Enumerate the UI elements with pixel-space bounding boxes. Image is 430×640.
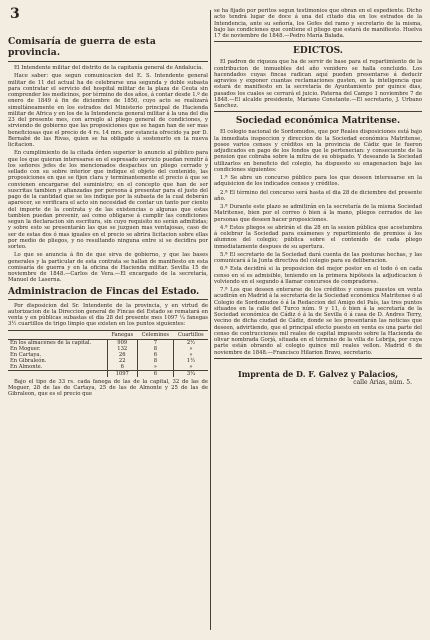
table-cell: En Cartaya.: [10, 351, 42, 358]
section-rule: [214, 358, 422, 359]
section-rule: [214, 41, 422, 42]
sociedad-p3: 3.ª Durante este plazo se admitirán en la secretaría de la misma Sociedad Matritense, bien por el correo ó bien á la mano, pliegos cerrados de las personas que deseen hacer proposiciones.: [214, 204, 422, 223]
table-cell: En los almacenes de la capital.: [10, 339, 92, 346]
grain-table: [8, 330, 208, 377]
table-cell: »: [174, 364, 208, 371]
table-cell: 6: [107, 364, 137, 371]
sociedad-p5: 5.ª El secretario de la Sociedad dará cuenta de las posturas hechas, y las comunicará á la Junta directiva del colegio para su deliberacion.: [214, 251, 422, 264]
title-rule: [8, 299, 208, 300]
sociedad-p7: 7.ª Los que deseen enterarse de los créditos y censos puestos en venta acudirán en Madrid á la secretaría de la Sociedad económica Matritense ó al Colegio de Sordomudos ó á la Redaccion del Amigo del País, las tres puntos situados en la calle del Turco núm. 9 y 11, ó bien á la secretaría de la Sociedad económica de Cádiz ó á la de Sevilla ó á casa de D. Andres Terry, vecino de dicha ciudad de Cádiz, donde se les presentarán las noticias que deseen, advirtiendo, que el principal efecto puesto en venta es una parte del censo de contrucciones mil reales de capital impuesto sobre la Hacienda de olivar nombrada Gorjá, situada en el término de la villa de Lebrija, por cuya parte están obrando al colegio quince mil reales vellon. Madrid 6 de noviembre de 1848.—Francisco Hilarion Bravo, secretario.: [214, 287, 422, 356]
table-cell: [8, 370, 107, 377]
table-cell: 22: [107, 358, 137, 364]
sociedad-p1: 1.ª Se abre un concurso público para los que deseen interesarse en la adquisicion de los indicados censos y créditos.: [214, 175, 422, 188]
fincas-continuation: se ha fijado por peritos segun testimonios que obran en el espediente. Dicho acto tendrá lugar de doce á una del citado dia en los estrados de la Intendencia, ante su señoría, los Gefes del ramo y secretario de la misma, bajo las condiciones que contiene el pliego que estará de manifiesto. Huelva 17 de noviembre de 1848.—Pedro María Balada.: [214, 8, 422, 39]
fincas-title: Administracion de Fincas del Estado.: [8, 285, 200, 297]
table-cell: 2½: [174, 339, 208, 346]
left-column: [8, 8, 208, 640]
table-cell: En Gibraleón.: [10, 357, 47, 364]
table-cell: En Moguer.: [10, 345, 41, 352]
edictos-title: EDICTOS.: [293, 46, 343, 57]
edictos-text: El padron de riqueza que ha de servir de base para el repartimiento de la contribucion de inmuebles del año venidero se halla concluido. Los hacendados cuyas fincas radican aquí pueden presentarse á deducir agravios y exponer cuantas reclamaciones gusten, en la inteligencia que estará de manifiesto en la secretaría de Ayuntamiento por quince dias, pasados los cuales se cerrará el juicio. Paterna del Campo 1 noviembre 7 de 1848.—El alcalde presidente, Mariano Constante.—El secretario, J. Urbano Sanchez.: [214, 59, 422, 109]
fincas-outro: Bajo el tipo de 33 rs. cada fanega de las de la capital, 32 de las de Moguer, 28 de las de Cartaya, 25 de las de Almonte y 25 de las de Gibraleon, que es el precio que: [8, 378, 208, 397]
column-divider: [210, 10, 211, 630]
table-cell: 6: [137, 352, 173, 358]
table-header: Fanegas: [107, 330, 137, 339]
table-cell: 26: [107, 352, 137, 358]
comisaria-p1: El Intendente militar del distrito de la capitanía general de Andalucía.: [14, 65, 203, 71]
table-header: Celemines: [137, 330, 173, 339]
sociedad-p2: 2.ª El término del concurso será hasta el dia 28 de diciembre del presente año.: [214, 189, 422, 202]
table-cell: 8: [137, 358, 173, 364]
section-rule: [214, 111, 422, 112]
comisaria-title: Comisaría de guerra de esta provincia.: [8, 36, 156, 58]
table-cell: 7: [137, 339, 173, 346]
table-cell: 3¼: [174, 370, 208, 377]
fincas-intro: Por disposicion del Sr. Intendente de la provincia, y en virtud de autorizacion de la Direccion general de Fincas del Estado se rematará en venta y en públicas subastas el dia 28 del presente mes 1097 ¼ fanegas 3½ cuartillos de trigo limpio que existen en los puntos siguientes:: [8, 302, 208, 328]
title-rule: [8, 61, 208, 62]
comisaria-p4: Lo que se anuncia á fin de que sirva de gobierno, y que las bases generales y la particular de esta contrata se hallan de manifiesto en esta comisaría de guerra y en la oficina de Hacienda militar. Sevilla 15 de noviembre de 1848.—Carlos de Vera.—El encargado de la secretaría, Manuel de Laserna.: [8, 252, 208, 284]
table-header: [8, 330, 107, 339]
comisaria-p2: Hace saber: que segun comunicacion del E. S. Intendente general militar de 11 del actual ha de celebrarse una segunda y doble subasta para contratar el servicio del hospital militar de la plaza de Ceuta sin comprender los medicinos, por término de dos años, á contar desde 1.º de enero de 1849 á fin de diciembre de 1850, cuyo acto se realizará simultáneamente en los estrados del Ministerio principal de Hacienda militar de Africa y en los de la Intendencia general militar á la una del dia 23 del presente mes, con arreglo al pliego general de condiciones, y sirviendo de gobierno que las proposiciones que se hagan han de ser mas beneficiosas que el precio de 4 rs. 14 mrs. por estancia ofrecido ya por D. Bernabé de las Rivas, quien se ha obligado á sostenerlo en la nueva licitacion.: [8, 73, 208, 148]
table-cell: 1097: [107, 370, 137, 377]
table-cell: 132: [107, 346, 137, 352]
imprenta-address: calle Arias, núm. 5.: [353, 378, 412, 386]
sociedad-p0: El colegio nacional de Sordomudos, que por Reales disposiciones está bajo la inmediata inspeccion y direccion de la Sociedad económica Matritense, posee varios censos y créditos en la provincia de Cádiz que le fueron adjudicados en pago de los fondos que le pertenecian: y consecuente de la pension que cobraba sobre la mitra de su obispado. Y deseando la Sociedad utilizarlos en beneficio del colegio, ha dispuesto su enagenacion bajo las condiciones siguientes:: [214, 129, 422, 173]
table-cell: »: [137, 364, 173, 371]
right-column: [214, 8, 422, 640]
sociedad-p6: 6.ª Esta decidirá si la proposicion del mejor postor en el todo ó en cada censo en sí es admisible, teniendo en la primera hipótesis la adjudicacion ó volviendo en el segundo á llamar concursos de compradores.: [214, 266, 422, 285]
table-header-row: [8, 330, 208, 339]
sociedad-title: Sociedad económica Matritense.: [235, 116, 401, 127]
table-header: Cuartillos: [174, 330, 208, 339]
table-cell: 909: [107, 339, 137, 346]
imprenta-line: Imprenta de D. F. Galvez y Palacios,: [237, 368, 399, 379]
sociedad-p4: 4.ª Estos pliegos se abrirán el dia 28 en la sesion pública que acostumbra á celebrar la Sociedad para exámenes y repartimiento de premios á los alumnos del colegio; pública sobre el contenido de cada pliego inmediatamente despues de su apertura.: [214, 224, 422, 250]
table-total-row: [8, 370, 208, 377]
page-number: 3: [10, 6, 20, 22]
table-cell: »: [174, 346, 208, 352]
table-cell: 8: [137, 346, 173, 352]
comisaria-p3: En cumplimiento de la citada órden superior lo anuncio al público para que los que quieran interesarse en el espresado servicio puedan remitir á los señores jefes de los mencionados despachos un pliego cerrado y sellado con su sobre interior que indique el objeto del contenido, las proposiciones en que se fijen clara y terminantemente el precio á que se convienen encargarse del suministro; en el concepto que han de ser suscritas tambien y afianzadas por persona á presentar para el justo del pago de la cantidad que se les indique por la subasta de la cual deberán aparecer, se verificara el acto sin necesidad de contar un tanto por ciento del importe de la contrata y de las existencias o algunas que estas tambien puedan prevenir, asi como obligarse á cumplir las condiciones segun la declaracion sin escritura, sin cuyo requisito no serán admitidas; y sobre esto se presentarán las que se juzguen mas ventajosas, caso de ser de estas dos ó mas iguales en el precio se abrira licitacion sobre ellas por medio de pliegos, y no resultando ninguna entre si se decidira por sorteo.: [8, 150, 208, 250]
table-cell: 6: [137, 370, 173, 377]
table-cell: En Almonte.: [10, 363, 43, 370]
table-cell: »: [174, 352, 208, 358]
table-cell: 1½: [174, 358, 208, 364]
